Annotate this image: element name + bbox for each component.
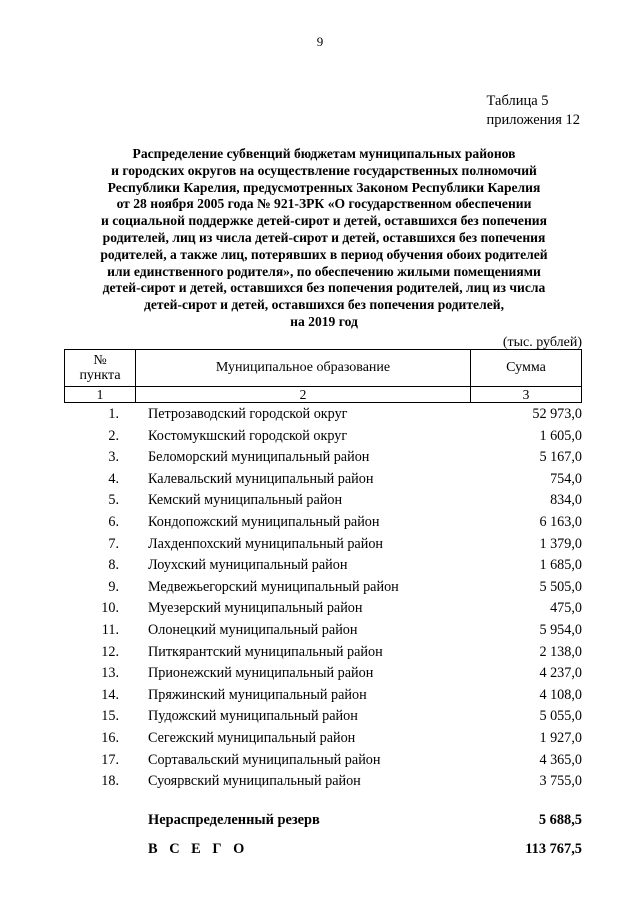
row-sum: 2 138,0 — [539, 643, 582, 660]
title-line: родителей, а также лиц, потерявших в период обучения обоих родителей — [100, 246, 548, 262]
row-number: 5. — [108, 492, 119, 509]
title-line: или единственного родителя», по обеспечению жилыми помещениями — [107, 263, 541, 279]
row-name: Лоухский муниципальный район — [148, 557, 348, 574]
reserve-sum: 5 688,5 — [538, 812, 582, 828]
row-number: 14. — [101, 686, 119, 703]
row-name: Медвежьегорский муниципальный район — [148, 578, 399, 595]
row-name: Прионежский муниципальный район — [148, 665, 374, 682]
row-sum: 754,0 — [550, 470, 582, 487]
row-number: 12. — [101, 643, 119, 660]
table-row — [64, 514, 582, 536]
title-line: детей-сирот и детей, оставшихся без попечения родителей, — [144, 297, 504, 313]
table-body — [64, 406, 582, 795]
table-ref-line1: Таблица 5 — [486, 93, 549, 109]
header-number-label: пункта — [79, 368, 121, 383]
document-title — [64, 146, 584, 331]
table-row — [64, 557, 582, 579]
title-line: и социальной поддержке детей-сирот и детей, оставшихся без попечения — [101, 213, 547, 229]
table-row — [64, 752, 582, 774]
table-row — [64, 644, 582, 666]
row-number: 13. — [101, 665, 119, 682]
units-label: (тыс. рублей) — [502, 335, 582, 350]
header-col-index-3: 3 — [471, 387, 582, 403]
title-line: Распределение субвенций бюджетам муниципальных районов — [132, 146, 516, 161]
table-row — [64, 730, 582, 752]
row-number: 6. — [108, 513, 119, 530]
header-number-cell — [65, 350, 136, 387]
row-name: Кондопожский муниципальный район — [148, 513, 380, 530]
row-name: Пряжинский муниципальный район — [148, 686, 367, 703]
row-number: 3. — [108, 449, 119, 466]
row-number: 2. — [108, 427, 119, 444]
row-sum: 834,0 — [550, 492, 582, 509]
title-line: детей-сирот и детей, оставшихся без попечения родителей, лиц из числа — [102, 280, 546, 296]
header-col-index-2: 2 — [136, 387, 471, 403]
header-number-symbol: № — [93, 353, 107, 368]
grand-total-sum: 113 767,5 — [525, 841, 582, 857]
title-line: и городских округов на осуществление государственных полномочий — [111, 162, 537, 178]
table-row — [64, 406, 582, 428]
row-name: Пудожский муниципальный район — [148, 708, 358, 725]
row-sum: 5 505,0 — [539, 578, 582, 595]
row-sum: 4 365,0 — [539, 751, 582, 768]
row-name: Беломорский муниципальный район — [148, 449, 370, 466]
table-header — [64, 349, 582, 403]
row-number: 7. — [108, 535, 119, 552]
row-name: Суоярвский муниципальный район — [148, 773, 361, 790]
row-sum: 52 973,0 — [532, 406, 582, 422]
row-number: 15. — [101, 708, 119, 725]
row-number: 9. — [108, 578, 119, 595]
table-row — [64, 471, 582, 493]
table-ref-line2: приложения 12 — [486, 112, 580, 128]
row-number: 17. — [101, 751, 119, 768]
row-number: 1. — [108, 406, 119, 422]
table-row — [64, 687, 582, 709]
row-sum: 4 108,0 — [539, 686, 582, 703]
page-number: 9 — [316, 34, 324, 49]
header-sum-cell: Сумма — [471, 350, 582, 387]
title-line: на 2019 год — [290, 313, 358, 329]
row-name: Сортавальский муниципальный район — [148, 751, 381, 768]
row-sum: 5 954,0 — [539, 621, 582, 638]
row-sum: 475,0 — [550, 600, 582, 617]
row-number: 11. — [101, 621, 119, 638]
table-row — [64, 449, 582, 471]
row-name: Питкярантский муниципальный район — [148, 643, 383, 660]
row-name: Калевальский муниципальный район — [148, 470, 374, 487]
row-name: Кемский муниципальный район — [148, 492, 343, 509]
row-name: Сегежский муниципальный район — [148, 729, 356, 746]
row-number: 8. — [108, 557, 119, 574]
row-number: 16. — [101, 729, 119, 746]
row-number: 10. — [101, 600, 119, 617]
row-sum: 3 755,0 — [539, 773, 582, 790]
row-sum: 5 167,0 — [539, 449, 582, 466]
table-row — [64, 428, 582, 450]
row-number: 18. — [101, 773, 119, 790]
table-reference — [487, 92, 580, 130]
table-row — [64, 773, 582, 795]
title-line: родителей, лиц из числа детей-сирот и детей, оставшихся без попечения — [102, 229, 546, 245]
table-row — [64, 536, 582, 558]
table-row — [64, 600, 582, 622]
row-sum: 4 237,0 — [539, 665, 582, 682]
row-sum: 1 685,0 — [539, 557, 582, 574]
row-name: Петрозаводский городской округ — [148, 406, 348, 422]
table-row — [64, 492, 582, 514]
row-sum: 5 055,0 — [539, 708, 582, 725]
table-row — [64, 708, 582, 730]
row-name: Олонецкий муниципальный район — [148, 621, 358, 638]
header-name-cell: Муниципальное образование — [136, 350, 471, 387]
row-number: 4. — [108, 470, 119, 487]
table-row — [64, 665, 582, 687]
title-line: Республики Карелия, предусмотренных Законом Республики Карелия — [107, 179, 541, 195]
header-col-index-1: 1 — [65, 387, 136, 403]
row-sum: 6 163,0 — [539, 513, 582, 530]
row-name: Муезерский муниципальный район — [148, 600, 363, 617]
table-row — [64, 622, 582, 644]
table-row — [64, 579, 582, 601]
grand-total-label: В С Е Г О — [148, 841, 249, 857]
row-name: Лахденпохский муниципальный район — [148, 535, 384, 552]
row-sum: 1 379,0 — [539, 535, 582, 552]
reserve-label: Нераспределенный резерв — [148, 812, 320, 828]
row-sum: 1 605,0 — [539, 427, 582, 444]
title-line: от 28 ноября 2005 года № 921-ЗРК «О государственном обеспечении — [116, 196, 532, 212]
row-sum: 1 927,0 — [539, 729, 582, 746]
row-name: Костомукшский городской округ — [148, 427, 348, 444]
